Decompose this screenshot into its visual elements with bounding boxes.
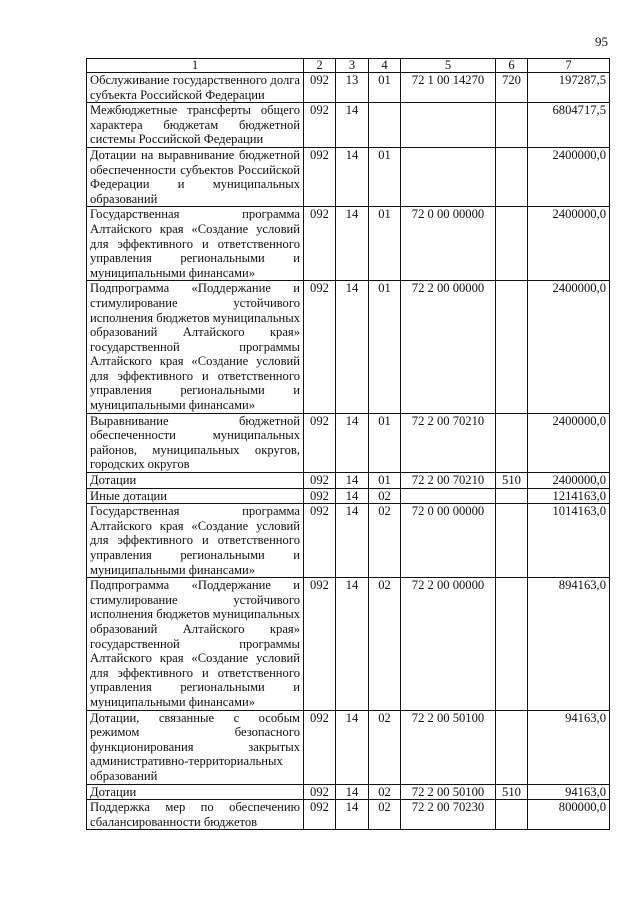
code-cell: 092 <box>304 147 336 206</box>
target-article-cell <box>401 488 496 504</box>
row-name-cell: Дотации, связанные с особым режимом безопасного функционирования закрытых административно-территориальных образований <box>87 710 304 784</box>
section-cell: 14 <box>336 281 369 413</box>
row-name-cell: Поддержка мер по обеспечению сбалансированности бюджетов <box>87 800 304 830</box>
section-cell: 14 <box>336 488 369 504</box>
target-article-cell: 72 2 00 70210 <box>401 473 496 489</box>
code-cell: 092 <box>304 473 336 489</box>
target-article-cell: 72 2 00 00000 <box>401 281 496 413</box>
table-row <box>87 504 610 578</box>
row-name-cell: Подпрограмма «Поддержание и стимулирование устойчивого исполнения бюджетов муниципальных образований Алтайского края» государственной программы Алтайского края «Создание условий для эффективного и ответственного управления региональными и муниципальными финансами» <box>87 281 304 413</box>
expense-type-cell <box>496 578 528 710</box>
target-article-cell <box>401 103 496 148</box>
column-header: 2 <box>304 59 336 73</box>
expense-type-cell: 510 <box>496 473 528 489</box>
section-cell: 14 <box>336 784 369 800</box>
expense-type-cell <box>496 281 528 413</box>
expense-type-cell <box>496 710 528 784</box>
row-name-cell: Государственная программа Алтайского края «Создание условий для эффективного и ответственного управления региональными и муниципальными финансами» <box>87 504 304 578</box>
code-cell: 092 <box>304 73 336 103</box>
budget-table <box>86 58 610 830</box>
table-row <box>87 281 610 413</box>
target-article-cell: 72 2 00 50100 <box>401 784 496 800</box>
section-cell: 14 <box>336 207 369 281</box>
subsection-cell: 01 <box>369 413 401 472</box>
subsection-cell: 02 <box>369 578 401 710</box>
expense-type-cell <box>496 207 528 281</box>
expense-type-cell <box>496 147 528 206</box>
target-article-cell: 72 2 00 70210 <box>401 413 496 472</box>
table-row <box>87 147 610 206</box>
amount-cell: 94163,0 <box>528 784 610 800</box>
expense-type-cell <box>496 504 528 578</box>
table-row <box>87 207 610 281</box>
column-header: 6 <box>496 59 528 73</box>
subsection-cell: 02 <box>369 784 401 800</box>
table-header-row <box>87 59 610 73</box>
page-number: 95 <box>595 34 608 49</box>
row-name-cell: Обслуживание государственного долга субъекта Российской Федерации <box>87 73 304 103</box>
expense-type-cell <box>496 488 528 504</box>
subsection-cell: 02 <box>369 504 401 578</box>
amount-cell: 2400000,0 <box>528 281 610 413</box>
code-cell: 092 <box>304 710 336 784</box>
amount-cell: 1014163,0 <box>528 504 610 578</box>
code-cell: 092 <box>304 207 336 281</box>
row-name-cell: Дотации на выравнивание бюджетной обеспеченности субъектов Российской Федерации и муниципальных образований <box>87 147 304 206</box>
expense-type-cell <box>496 103 528 148</box>
amount-cell: 6804717,5 <box>528 103 610 148</box>
code-cell: 092 <box>304 488 336 504</box>
column-header: 5 <box>401 59 496 73</box>
code-cell: 092 <box>304 578 336 710</box>
column-header: 1 <box>87 59 304 73</box>
column-header: 7 <box>528 59 610 73</box>
subsection-cell <box>369 103 401 148</box>
table-row <box>87 473 610 489</box>
table-body <box>87 73 610 830</box>
row-name-cell: Государственная программа Алтайского края «Создание условий для эффективного и ответственного управления региональными и муниципальными финансами» <box>87 207 304 281</box>
subsection-cell: 01 <box>369 207 401 281</box>
expense-type-cell <box>496 413 528 472</box>
row-name-cell: Иные дотации <box>87 488 304 504</box>
amount-cell: 1214163,0 <box>528 488 610 504</box>
expense-type-cell: 720 <box>496 73 528 103</box>
code-cell: 092 <box>304 281 336 413</box>
section-cell: 13 <box>336 73 369 103</box>
target-article-cell <box>401 147 496 206</box>
row-name-cell: Дотации <box>87 473 304 489</box>
code-cell: 092 <box>304 413 336 472</box>
expense-type-cell <box>496 800 528 830</box>
amount-cell: 894163,0 <box>528 578 610 710</box>
row-name-cell: Межбюджетные трансферты общего характера бюджетам бюджетной системы Российской Федерации <box>87 103 304 148</box>
target-article-cell: 72 0 00 00000 <box>401 504 496 578</box>
subsection-cell: 01 <box>369 473 401 489</box>
table-row <box>87 103 610 148</box>
amount-cell: 197287,5 <box>528 73 610 103</box>
section-cell: 14 <box>336 710 369 784</box>
subsection-cell: 01 <box>369 281 401 413</box>
amount-cell: 800000,0 <box>528 800 610 830</box>
column-header: 3 <box>336 59 369 73</box>
amount-cell: 94163,0 <box>528 710 610 784</box>
code-cell: 092 <box>304 800 336 830</box>
target-article-cell: 72 2 00 70230 <box>401 800 496 830</box>
table-row <box>87 710 610 784</box>
table-row <box>87 800 610 830</box>
amount-cell: 2400000,0 <box>528 207 610 281</box>
table-row <box>87 784 610 800</box>
subsection-cell: 01 <box>369 73 401 103</box>
subsection-cell: 02 <box>369 710 401 784</box>
code-cell: 092 <box>304 784 336 800</box>
target-article-cell: 72 1 00 14270 <box>401 73 496 103</box>
amount-cell: 2400000,0 <box>528 147 610 206</box>
row-name-cell: Подпрограмма «Поддержание и стимулирование устойчивого исполнения бюджетов муниципальных образований Алтайского края» государственной программы Алтайского края «Создание условий для эффективного и ответственного управления региональными и муниципальными финансами» <box>87 578 304 710</box>
expense-type-cell: 510 <box>496 784 528 800</box>
table-row <box>87 578 610 710</box>
section-cell: 14 <box>336 103 369 148</box>
table-row <box>87 73 610 103</box>
amount-cell: 2400000,0 <box>528 413 610 472</box>
subsection-cell: 02 <box>369 488 401 504</box>
target-article-cell: 72 0 00 00000 <box>401 207 496 281</box>
section-cell: 14 <box>336 473 369 489</box>
subsection-cell: 02 <box>369 800 401 830</box>
section-cell: 14 <box>336 147 369 206</box>
code-cell: 092 <box>304 504 336 578</box>
subsection-cell: 01 <box>369 147 401 206</box>
code-cell: 092 <box>304 103 336 148</box>
section-cell: 14 <box>336 800 369 830</box>
amount-cell: 2400000,0 <box>528 473 610 489</box>
table-row <box>87 488 610 504</box>
section-cell: 14 <box>336 578 369 710</box>
column-header: 4 <box>369 59 401 73</box>
row-name-cell: Выравнивание бюджетной обеспеченности муниципальных районов, муниципальных округов, городских округов <box>87 413 304 472</box>
target-article-cell: 72 2 00 50100 <box>401 710 496 784</box>
section-cell: 14 <box>336 413 369 472</box>
target-article-cell: 72 2 00 00000 <box>401 578 496 710</box>
table-row <box>87 413 610 472</box>
row-name-cell: Дотации <box>87 784 304 800</box>
section-cell: 14 <box>336 504 369 578</box>
